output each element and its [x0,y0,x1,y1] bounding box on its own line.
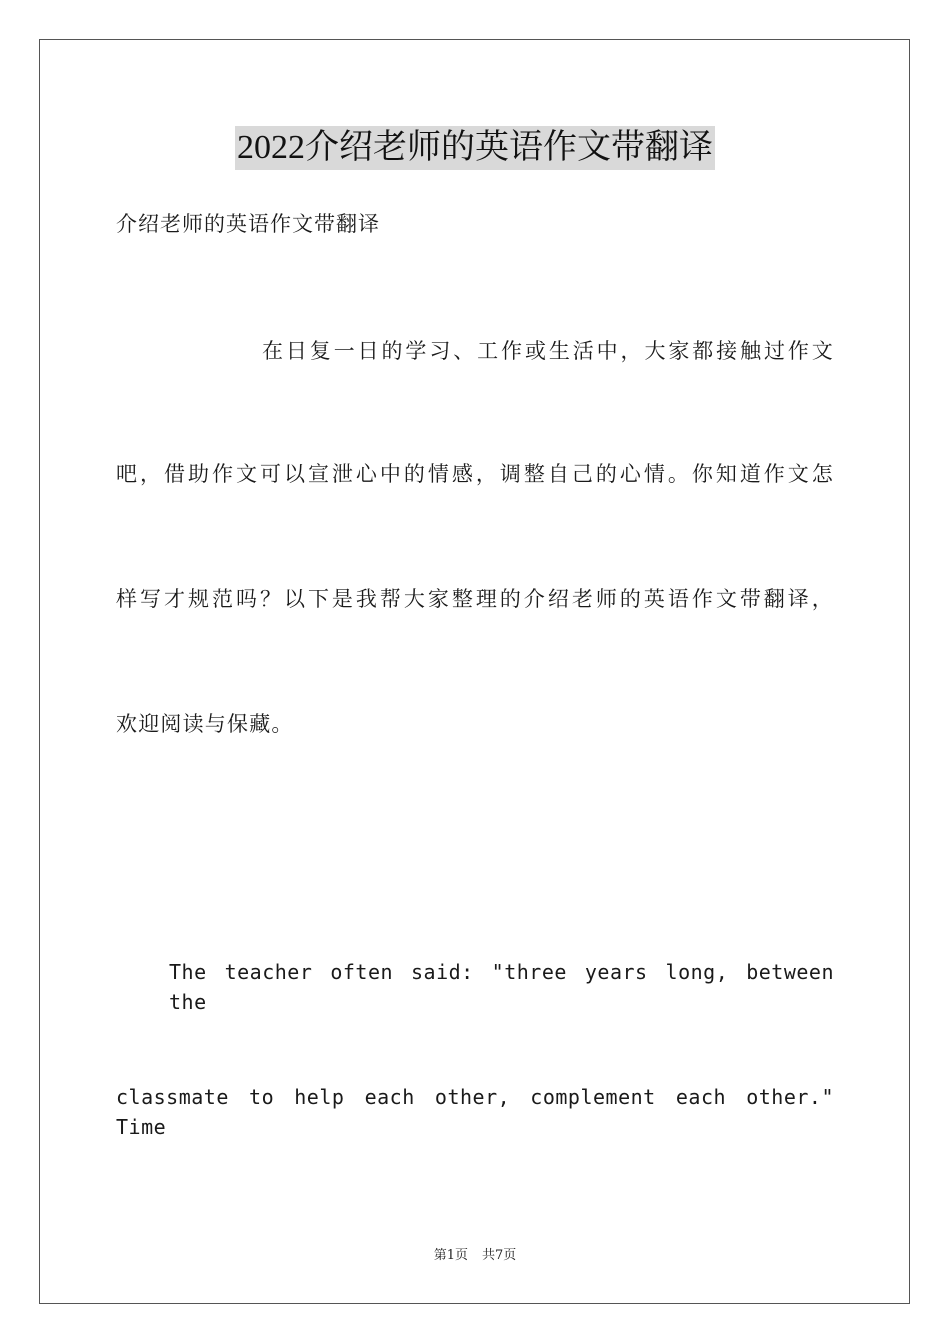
page-footer [0,1247,950,1265]
page-total: 共7页 [482,1248,517,1263]
english-line-2: classmate to help each other, complement each other." Time [116,1085,834,1139]
paragraph-line-1: 在日复一日的学习、工作或生活中，大家都接触过作文 [262,339,834,363]
english-line-1: The teacher often said: "three years long, between the [169,960,834,1014]
paragraph-line-4: 欢迎阅读与保藏。 [116,712,294,736]
document-title: 2022介绍老师的英语作文带翻译 [235,126,715,170]
page-number: 第1页 [433,1248,468,1263]
paragraph-line-3: 样写才规范吗？以下是我帮大家整理的介绍老师的英语作文带翻译， [116,587,834,611]
title-container [0,126,950,170]
document-subtitle: 介绍老师的英语作文带翻译 [116,212,380,236]
paragraph-line-2: 吧，借助作文可以宣泄心中的情感，调整自己的心情。你知道作文怎 [116,462,834,486]
